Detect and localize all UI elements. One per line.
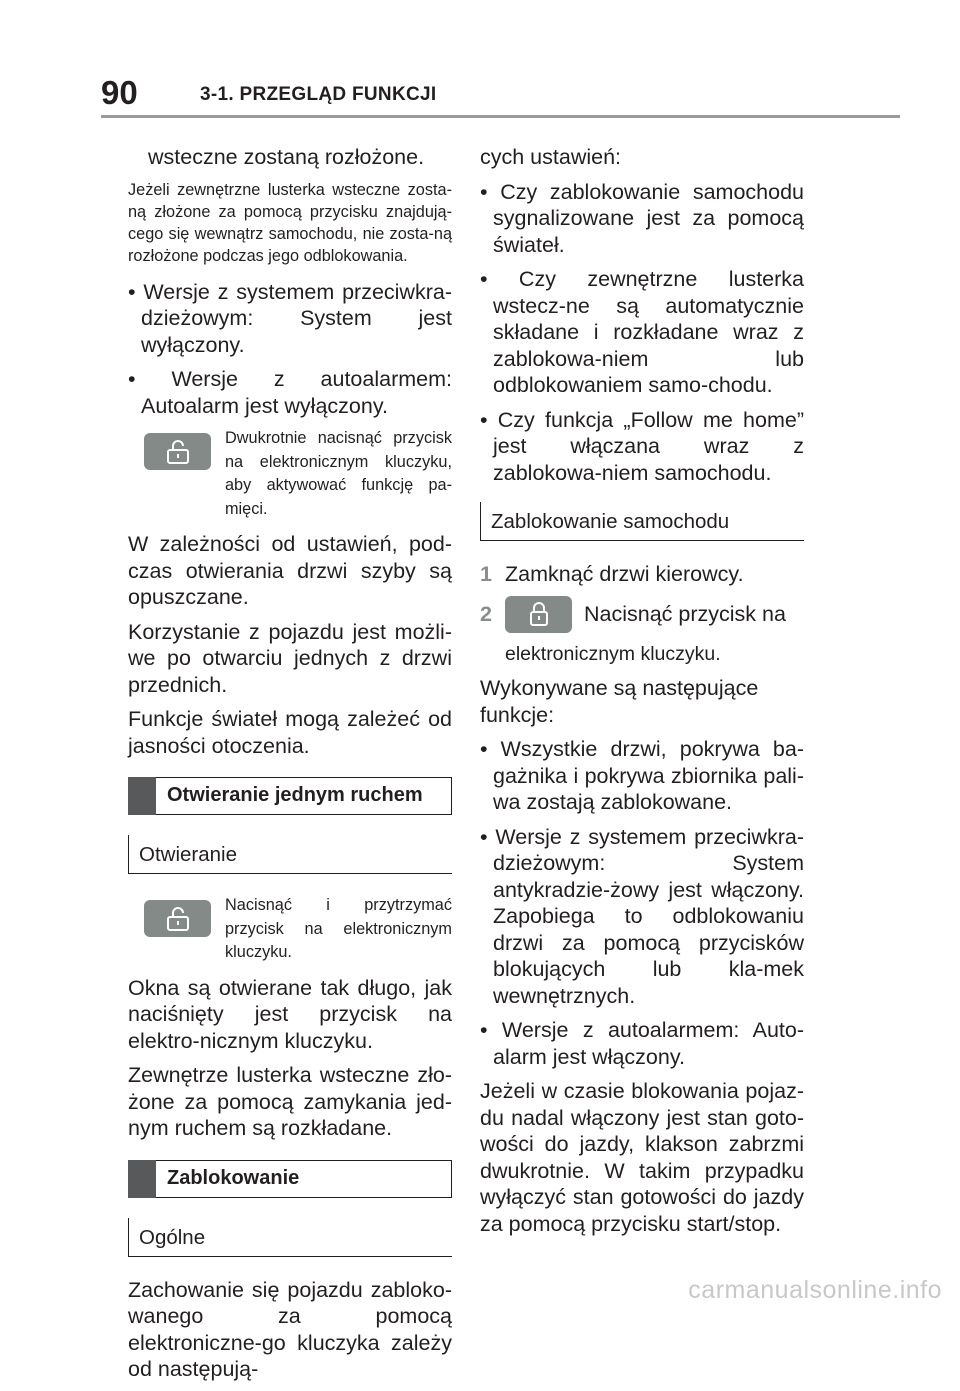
key-instruction: [128, 894, 452, 965]
unlock-key-button: [144, 900, 211, 937]
subheading-text: Ogólne: [139, 1225, 206, 1249]
subheading-text: Otwieranie: [139, 843, 237, 866]
watermark: carmanualsonline.info: [688, 1276, 942, 1304]
unlock-key-button: [144, 433, 211, 470]
list-item: • Wersje z systemem przeciwkra-dzieżowym: System antykradzie-żowy jest włączony. Zapobiega to odblokowaniu drzwi za pomocą przycisków blokujących lub kla-mek wewnętrznych.: [480, 824, 804, 1008]
subsection-heading: [128, 1218, 452, 1257]
paragraph: Funkcje świateł mogą zależeć od jasności otoczenia.: [128, 707, 452, 758]
lock-key-button: [505, 596, 572, 633]
page-number: 90: [101, 74, 138, 111]
list-item: • Wersje z systemem przeciwkra-dzieżowym: System jest wyłączony.: [128, 279, 452, 357]
list-item: • Wersje z autoalarmem: Autoalarm jest wyłączony.: [128, 367, 452, 418]
unlock-icon: [163, 437, 193, 467]
step-number: 2: [480, 601, 492, 626]
heading-marker: [128, 1160, 156, 1198]
heading-marker: [128, 777, 156, 815]
paragraph: Jeżeli w czasie blokowania pojaz-du nadal włączony jest stan goto-wości do jazdy, klakson zabrzmi dwukrotnie. W takim przypadku wyłączyć stan gotowości do jazdy za pomocą przycisku start/stop.: [480, 1079, 804, 1236]
key-instruction-text: Nacisnąć i przytrzymać przycisk na elektronicznym kluczyku.: [225, 896, 452, 961]
step-text: Zamknąć drzwi kierowcy.: [505, 562, 744, 586]
header-rule: [101, 115, 900, 118]
paragraph: Zachowanie się pojazdu zabloko-wanego za pomocą elektroniczne-go kluczyka zależy od następują-: [128, 1277, 452, 1381]
list-item: • Czy zablokowanie samochodu sygnalizowane jest za pomocą świateł.: [480, 179, 804, 257]
list-item: • Wersje z autoalarmem: Auto-alarm jest włączony.: [480, 1018, 804, 1069]
heading-text: Zablokowanie: [167, 1166, 300, 1189]
paragraph: Korzystanie z pojazdu jest możli-we po otwarciu jednych z drzwi przednich.: [128, 619, 452, 697]
right-column: [480, 144, 804, 1245]
heading-text: Otwieranie jednym ruchem: [167, 784, 423, 806]
lock-icon: [524, 599, 554, 629]
step-2: [480, 596, 804, 633]
section-title: 3-1. PRZEGLĄD FUNKCJI: [200, 84, 437, 105]
paragraph: Wykonywane są następujące funkcje:: [480, 676, 759, 727]
key-instruction-text: Dwukrotnie nacisnąć przycisk na elektronicznym kluczyku, aby aktywować funkcję pa-mięci.: [225, 429, 452, 518]
step-text: Nacisnąć przycisk na: [584, 601, 786, 626]
step-number: 1: [480, 562, 492, 586]
list-item: • Wszystkie drzwi, pokrywa ba-gażnika i pokrywa zbiornika pali-wa zostają zablokowane.: [480, 737, 804, 814]
paragraph: Okna są otwierane tak długo, jak naciśnięty jest przycisk na elektro-nicznym kluczyku.: [128, 975, 452, 1053]
list-item: • Czy zewnętrzne lusterka wstecz-ne są automatycznie składane i rozkładane wraz z zablokowa-niem lub odblokowaniem samo-chodu.: [480, 267, 804, 397]
subsection-heading: [480, 502, 804, 541]
subsection-heading: [128, 835, 452, 874]
unlock-icon: [163, 904, 193, 934]
key-instruction: [128, 427, 452, 521]
left-column: [128, 144, 452, 1391]
section-heading: [128, 1160, 452, 1198]
paragraph: Zewnętrze lusterka wsteczne zło-żone za pomocą zamykania jed-nym ruchem są rozkładane.: [128, 1063, 452, 1140]
step-1: [480, 561, 804, 588]
step-text-continued: elektronicznym kluczyku.: [505, 642, 721, 665]
paragraph: cych ustawień:: [480, 145, 622, 169]
note: Jeżeli zewnętrzne lusterka wsteczne zosta-ną złożone za pomocą przycisku znajdują-cego się wewnątrz samochodu, nie zosta-ną rozłożone podczas jego odblokowania.: [128, 180, 452, 265]
subheading-text: Zablokowanie samochodu: [491, 510, 730, 533]
section-heading: [128, 777, 452, 815]
paragraph: wsteczne zostaną rozłożone.: [148, 145, 425, 169]
paragraph: W zależności od ustawień, pod-czas otwierania drzwi szyby są opuszczane.: [128, 532, 452, 609]
list-item: • Czy funkcja „Follow me home” jest włączana wraz z zablokowa-niem samochodu.: [480, 407, 804, 485]
